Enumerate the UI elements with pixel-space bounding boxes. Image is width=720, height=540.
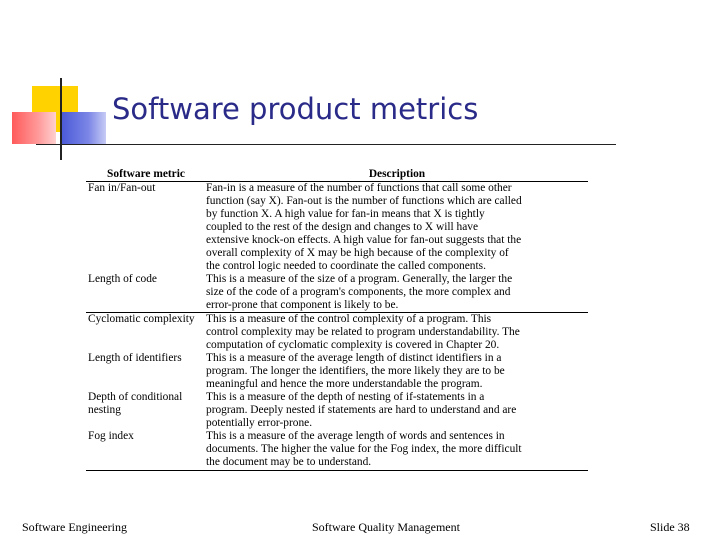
description-line: program. The longer the identifiers, the more likely they are to be	[206, 365, 505, 377]
metric-name-cell: Length of identifiers	[88, 352, 182, 364]
metric-description-cell	[206, 352, 588, 391]
description-line: program. Deeply nested if statements are hard to understand and are	[206, 404, 517, 416]
header-software-metric: Software metric	[86, 168, 206, 182]
slide-title: Software product metrics	[112, 92, 479, 126]
description-line: Fan-in is a measure of the number of functions that call some other	[206, 182, 512, 194]
description-line: This is a measure of the size of a program. Generally, the larger the	[206, 273, 513, 285]
metric-description-cell	[206, 182, 588, 274]
description-line: meaningful and hence the more understandable the program.	[206, 378, 483, 390]
description-line: overall complexity of X may be high because of the complexity of	[206, 247, 509, 259]
table-row	[86, 313, 588, 353]
table-header-row	[86, 168, 588, 182]
description-line: This is a measure of the depth of nesting of if-statements in a	[206, 391, 485, 403]
metric-name-cell: Fan in/Fan-out	[88, 182, 156, 194]
description-line: potentially error-prone.	[206, 417, 313, 429]
vertical-rule	[60, 78, 62, 160]
table-row	[86, 430, 588, 471]
metric-description-cell	[206, 273, 588, 313]
header-description: Description	[206, 168, 588, 182]
description-line: This is a measure of the average length of distinct identifiers in a	[206, 352, 502, 364]
title-underline	[36, 144, 616, 145]
description-line: extensive knock-on effects. A high value for fan-out suggests that the	[206, 234, 522, 246]
table-row	[86, 182, 588, 274]
description-line: This is a measure of the average length of words and sentences in	[206, 430, 505, 442]
description-line: coupled to the rest of the design and changes to X will have	[206, 221, 479, 233]
description-line: This is a measure of the control complexity of a program. This	[206, 313, 492, 325]
description-line: the document may be to understand.	[206, 456, 372, 468]
metric-name-cell: Fog index	[86, 430, 206, 471]
metric-description-cell	[206, 391, 588, 430]
metrics-table	[86, 168, 588, 471]
description-line: error-prone that component is likely to be.	[206, 299, 399, 311]
description-line: control complexity may be related to program understandability. The	[206, 326, 520, 338]
description-line: documents. The higher the value for the Fog index, the more difficult	[206, 443, 522, 455]
description-line: the control logic needed to coordinate the called components.	[206, 260, 486, 272]
description-line: computation of cyclomatic complexity is covered in Chapter 20.	[206, 339, 500, 351]
metrics-table-body	[86, 182, 588, 471]
description-line: function (say X). Fan-out is the number of functions which are called	[206, 195, 522, 207]
blue-gradient-bar	[62, 112, 106, 144]
table-row	[86, 273, 588, 313]
table-row	[86, 352, 588, 391]
metric-name-cell: Cyclomatic complexity	[86, 313, 206, 353]
footer-topic: Software Quality Management	[312, 520, 460, 534]
footer-course: Software Engineering	[22, 520, 127, 534]
metric-name-cell: Depth of conditional nesting	[88, 391, 183, 416]
metric-description-cell	[206, 313, 588, 353]
metric-name-cell: Length of code	[88, 273, 157, 285]
description-line: size of the code of a program's components, the more complex and	[206, 286, 511, 298]
metric-description-cell	[206, 430, 588, 471]
red-gradient-bar	[12, 112, 56, 144]
description-line: by function X. A high value for fan-in means that X is tightly	[206, 208, 485, 220]
footer-slide-number: Slide 38	[650, 520, 690, 534]
table-row	[86, 391, 588, 430]
